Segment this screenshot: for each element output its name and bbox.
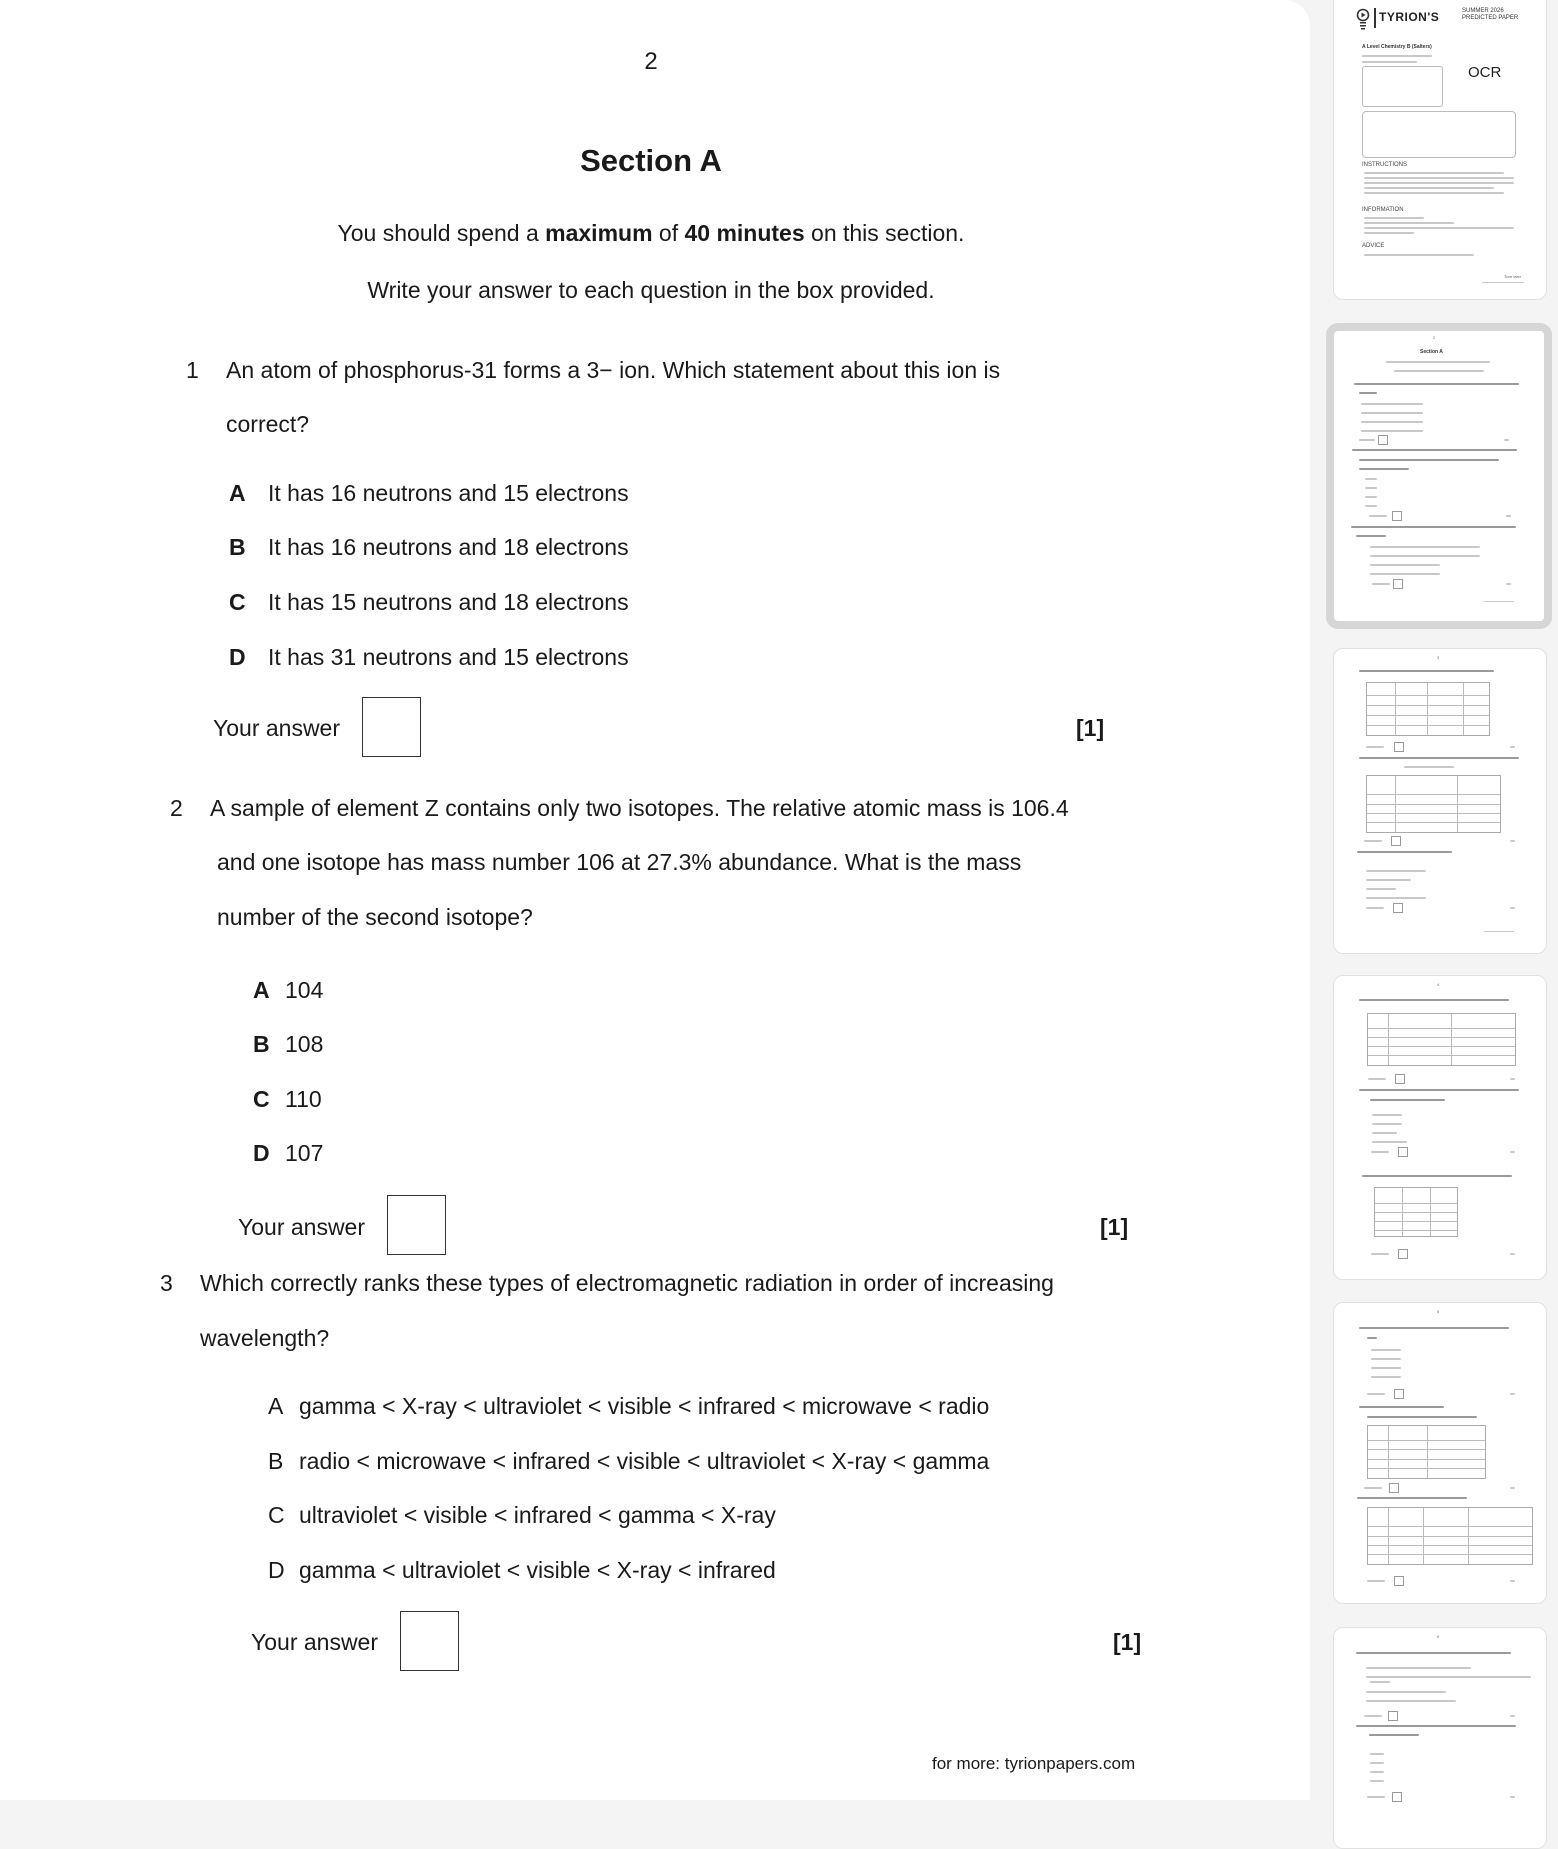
- section-title: Section A: [580, 143, 722, 178]
- thumb-table: [1367, 1425, 1486, 1479]
- instruction-text: You should spend a: [337, 220, 546, 246]
- question-text: A sample of element Z contains only two isotopes. The relative atomic mass is 106.4: [210, 795, 1069, 821]
- badge-line: SUMMER 2026: [1462, 8, 1504, 14]
- thumb-page-number: 2: [1433, 335, 1436, 340]
- time-instruction: [0, 220, 1302, 247]
- candidate-details-box: [1362, 111, 1516, 158]
- option-text: gamma < X-ray < ultraviolet < visible < infrared < microwave < radio: [299, 1393, 990, 1419]
- option-letter: C: [253, 1086, 270, 1112]
- page-thumbnail-1[interactable]: [1333, 0, 1547, 300]
- exam-board: OCR: [1468, 64, 1502, 81]
- marks-label: [1]: [1100, 1214, 1129, 1240]
- badge-line: PREDICTED PAPER: [1462, 15, 1519, 21]
- option-letter: A: [253, 977, 270, 1003]
- marks-label: [1]: [1076, 715, 1105, 741]
- page-thumbnail-6[interactable]: [1333, 1627, 1547, 1849]
- question-text: Which correctly ranks these types of electromagnetic radiation in order of increasing: [200, 1270, 1054, 1296]
- materials-box: [1362, 66, 1443, 107]
- option-text: 104: [285, 977, 324, 1003]
- lightbulb-logo-icon: [1356, 8, 1370, 30]
- question-text: and one isotope has mass number 106 at 27.3% abundance. What is the mass: [217, 849, 1022, 875]
- logo-divider: [1374, 8, 1376, 28]
- thumb-table: [1366, 682, 1490, 736]
- advice-heading: ADVICE: [1362, 243, 1385, 249]
- option-letter: D: [268, 1557, 285, 1583]
- option-text: It has 15 neutrons and 18 electrons: [268, 589, 629, 615]
- page-thumbnail-4[interactable]: [1333, 975, 1547, 1280]
- option-letter: A: [229, 480, 246, 506]
- thumb-section-title: Section A: [1420, 349, 1443, 355]
- page-thumbnail-sidebar[interactable]: [1318, 0, 1558, 1800]
- instructions-heading: INSTRUCTIONS: [1362, 162, 1407, 168]
- option-text: It has 31 neutrons and 15 electrons: [268, 644, 629, 670]
- option-text: 108: [285, 1031, 324, 1057]
- option-letter: B: [268, 1448, 284, 1474]
- option-letter: C: [229, 589, 246, 615]
- option-text: ultraviolet < visible < infrared < gamma < X-ray: [299, 1502, 776, 1528]
- option-letter: B: [253, 1031, 270, 1057]
- page-thumbnail-3[interactable]: [1333, 648, 1547, 954]
- answer-box[interactable]: [362, 697, 421, 757]
- option-letter: C: [268, 1502, 285, 1528]
- thumb-page-number: 5: [1437, 1309, 1440, 1314]
- option-letter: D: [229, 644, 246, 670]
- option-text: 110: [285, 1086, 322, 1112]
- brand-name: TYRION'S: [1379, 10, 1440, 24]
- option-text: It has 16 neutrons and 15 electrons: [268, 480, 629, 506]
- question-text: wavelength?: [200, 1325, 330, 1351]
- instruction-text: of: [652, 220, 685, 246]
- answer-label: Your answer: [213, 715, 341, 741]
- answer-instruction: Write your answer to each question in the box provided.: [367, 277, 935, 303]
- option-text: radio < microwave < infrared < visible < ultraviolet < X-ray < gamma: [299, 1448, 990, 1474]
- option-letter: B: [229, 534, 246, 560]
- question-text: number of the second isotope?: [217, 904, 533, 930]
- thumb-page-number: 3: [1437, 655, 1440, 660]
- information-heading: INFORMATION: [1362, 207, 1404, 213]
- thumb-page-number: 6: [1437, 1634, 1440, 1639]
- instruction-text: on this section.: [804, 220, 965, 246]
- question-text: An atom of phosphorus-31 forms a 3− ion. Which statement about this ion is: [226, 357, 1001, 383]
- thumb-table: [1367, 1013, 1516, 1066]
- marks-label: [1]: [1113, 1629, 1142, 1655]
- thumb-page-number: 4: [1437, 982, 1440, 987]
- question-text: correct?: [226, 411, 310, 437]
- question-number: 2: [170, 795, 183, 821]
- option-text: 107: [285, 1140, 324, 1166]
- answer-box[interactable]: [400, 1611, 459, 1671]
- page-number: 2: [644, 48, 658, 75]
- option-letter: A: [268, 1393, 284, 1419]
- thumb-table: [1374, 1187, 1458, 1237]
- question-number: 3: [160, 1270, 173, 1296]
- thumb-table: [1366, 775, 1501, 833]
- option-text: It has 16 neutrons and 18 electrons: [268, 534, 629, 560]
- answer-label: Your answer: [251, 1629, 379, 1655]
- paper-badge: [1462, 8, 1518, 22]
- instruction-emphasis: 40 minutes: [684, 220, 805, 246]
- thumb-table: [1367, 1507, 1533, 1565]
- option-letter: D: [253, 1140, 270, 1166]
- answer-box[interactable]: [387, 1195, 446, 1255]
- subject-title: A Level Chemistry B (Salters): [1362, 44, 1432, 50]
- answer-label: Your answer: [238, 1214, 366, 1240]
- footer-link[interactable]: for more: tyrionpapers.com: [932, 1754, 1136, 1773]
- turn-over-label: Turn over: [1504, 274, 1521, 279]
- page-thumbnail-2[interactable]: [1326, 323, 1552, 629]
- instruction-emphasis: maximum: [545, 220, 653, 246]
- page-thumbnail-5[interactable]: [1333, 1302, 1547, 1604]
- option-text: gamma < ultraviolet < visible < X-ray < infrared: [299, 1557, 776, 1583]
- question-number: 1: [186, 357, 199, 383]
